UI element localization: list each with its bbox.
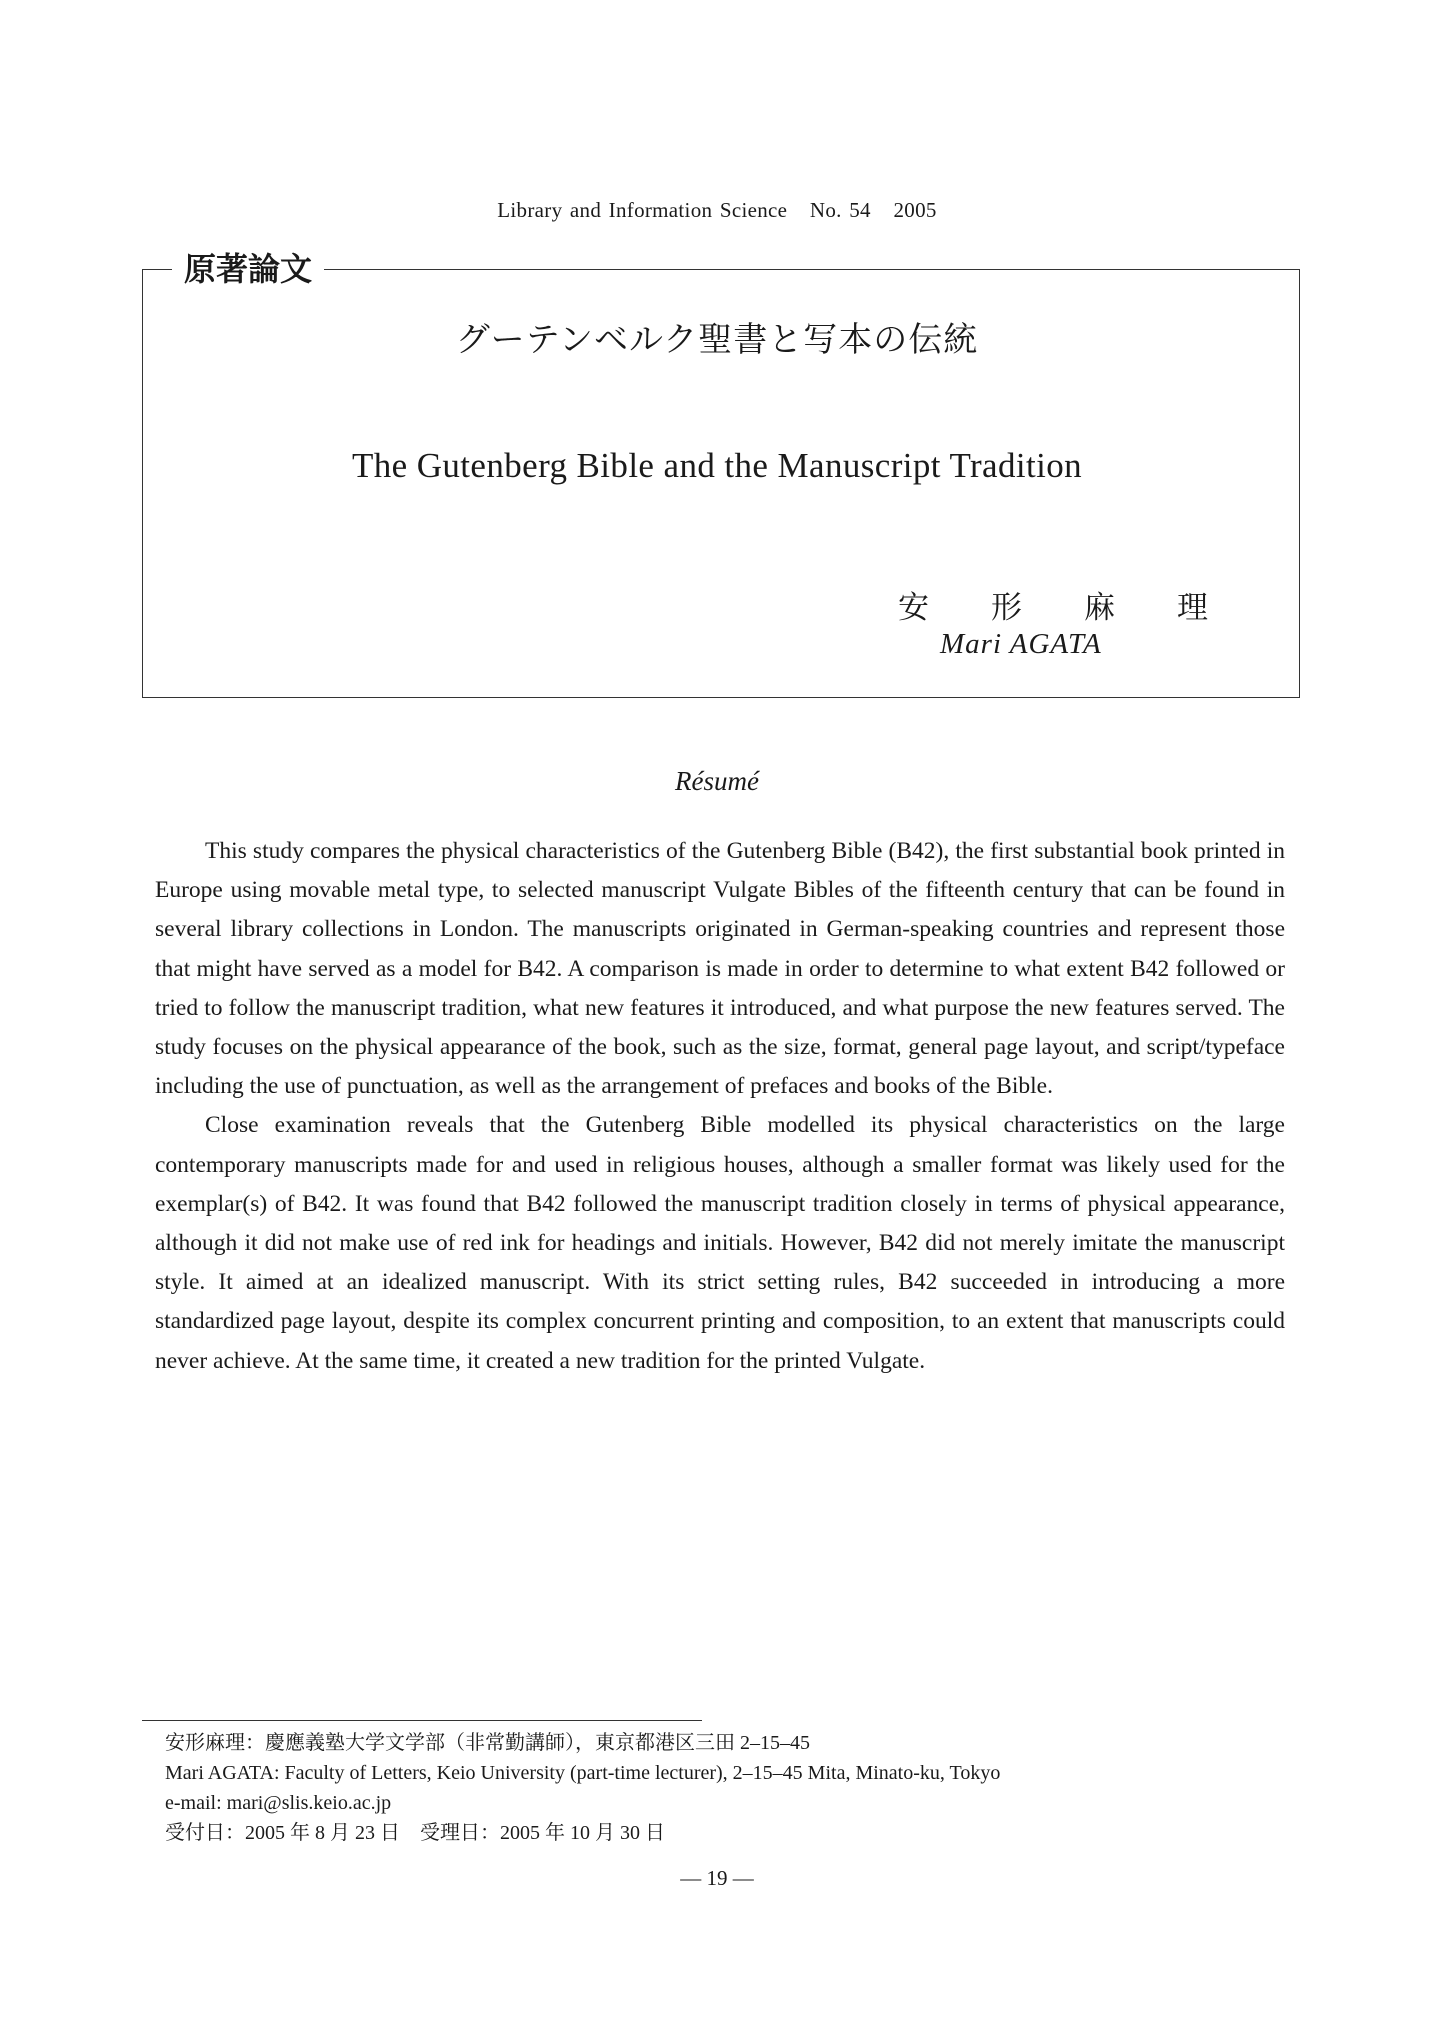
author-char-2: 形 [991,590,1022,625]
author-char-4: 理 [1177,590,1208,625]
footnote-divider [142,1720,702,1721]
author-english: Mari AGATA [940,628,1102,660]
footnotes [165,1728,1000,1848]
author-char-1: 安 [898,590,929,625]
author-japanese [898,582,1208,627]
abstract-paragraph-1: This study compares the physical characteristics of the Gutenberg Bible (B42), the first substantial book printed in Europe using movable metal type, to selected manuscript Vulgate Bibles of the fifteenth century that can be found in several library collections in London. The manuscripts originated in German-speaking countries and represent those that might have served as a model for B42. A comparison is made in order to determine to what extent B42 followed or tried to follow the manuscript tradition, what new features it introduced, and what purpose the new features served. The study focuses on the physical appearance of the book, such as the size, format, general page layout, and script/typeface including the use of punctuation, as well as the arrangement of prefaces and books of the Bible. [155,838,1285,1100]
footnote-affiliation-ja: 安形麻理：慶應義塾大学文学部（非常勤講師），東京都港区三田 2–15–45 [165,1732,810,1754]
footnote-dates: 受付日：2005 年 8 月 23 日 受理日：2005 年 10 月 30 日 [165,1822,665,1844]
footnote-email: e-mail: mari@slis.keio.ac.jp [165,1792,392,1814]
footnote-affiliation-en: Mari AGATA: Faculty of Letters, Keio University (part-time lecturer), 2–15–45 Mita, Minato-ku, Tokyo [165,1762,1001,1784]
article-type-label: 原著論文 [172,246,324,292]
abstract-paragraph-2: Close examination reveals that the Gutenberg Bible modelled its physical characteristics on the large contemporary manuscripts made for and used in religious houses, although a smaller format was likely used for the exemplar(s) of B42. It was found that B42 followed the manuscript tradition closely in terms of physical appearance, although it did not make use of red ink for headings and initials. However, B42 did not merely imitate the manuscript style. It aimed at an idealized manuscript. With its strict setting rules, B42 succeeded in introducing a more standardized page layout, despite its complex concurrent printing and composition, to an extent that manuscripts could never achieve. At the same time, it created a new tradition for the printed Vulgate. [155,1112,1285,1374]
page-number: — 19 — [680,1866,754,1890]
author-char-3: 麻 [1084,590,1115,625]
resume-heading: Résumé [675,766,759,796]
title-japanese: グーテンベルク聖書と写本の伝統 [455,322,979,359]
abstract-body [155,832,1285,1381]
journal-header: Library and Information Science No. 54 2005 [497,198,937,222]
title-english: The Gutenberg Bible and the Manuscript Tradition [351,446,1083,485]
